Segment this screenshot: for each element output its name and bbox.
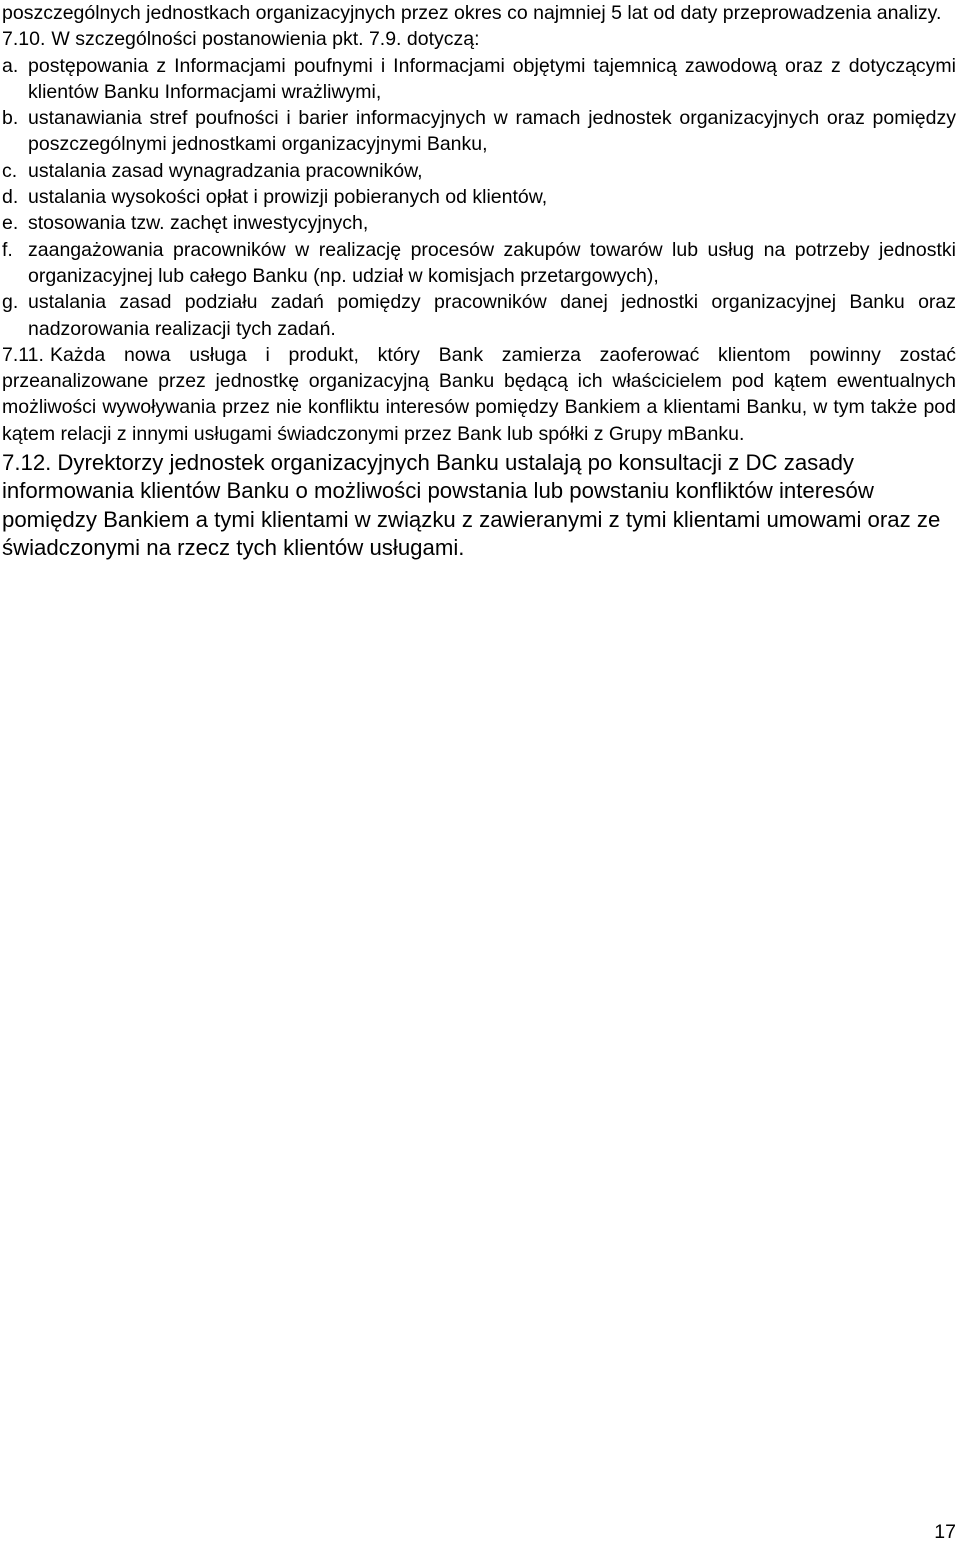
list-item-text: postępowania z Informacjami poufnymi i Informacjami objętymi tajemnicą zawodową oraz z dotyczącymi klientów Banku Informacjami wrażliwymi,: [28, 54, 956, 103]
section-7-11-number: 7.11.: [2, 343, 44, 366]
list-item: [0, 105, 956, 158]
section-7-11: [2, 342, 956, 447]
document-body: [2, 0, 956, 563]
list-item-text: ustanawiania stref poufności i barier informacyjnych w ramach jednostek organizacyjnych oraz pomiędzy poszczególnymi jednostkami organizacyjnymi Banku,: [28, 107, 956, 156]
list-item-text: zaangażowania pracowników w realizację procesów zakupów towarów lub usług na potrzeby jednostki organizacyjnej lub całego Banku (np. udział w komisjach przetargowych),: [28, 238, 956, 287]
page-number: 17: [934, 1521, 956, 1543]
list-item: [0, 184, 956, 210]
section-7-12-text: Dyrektorzy jednostek organizacyjnych Banku ustalają po konsultacji z DC zasady informowania klientów Banku o możliwości powstania lub powstaniu konfliktów interesów pomiędzy Bankiem a tymi klientami w związku z zawieranymi z tymi klientami umowami oraz ze świadczonymi na rzecz tych klientów usługami.: [2, 450, 941, 561]
intro-paragraph: [2, 0, 956, 26]
list-item-text: ustalania zasad podziału zadań pomiędzy pracowników danej jednostki organizacyjnej Banku oraz nadzorowania realizacji tych zadań.: [28, 291, 956, 340]
list-item-text: ustalania zasad wynagradzania pracowników,: [28, 159, 423, 182]
list-item-letter: b.: [2, 107, 19, 130]
section-7-11-text: Każda nowa usługa i produkt, który Bank zamierza zaoferować klientom powinny zostać przeanalizowane przez jednostkę organizacyjną Banku będącą ich właścicielem pod kątem ewentualnych możliwości wywoływania przez nie konfliktu interesów pomiędzy Bankiem a klientami Banku, w tym także pod kątem relacji z innymi usługami świadczonymi przez Bank lub spółki z Grupy mBanku.: [2, 343, 956, 445]
section-7-12: [2, 447, 956, 563]
list-item-text: ustalania wysokości opłat i prowizji pobieranych od klientów,: [28, 186, 548, 209]
list-item-letter: c.: [2, 159, 18, 182]
list-item: [0, 158, 956, 184]
intro-text: poszczególnych jednostkach organizacyjnych przez okres co najmniej 5 lat od daty przeprowadzenia analizy.: [2, 2, 942, 24]
list-item-letter: a.: [2, 54, 19, 77]
list-item: [0, 210, 956, 236]
section-7-10-number: 7.10.: [2, 28, 46, 51]
section-7-12-number: 7.12.: [2, 450, 52, 476]
list-item: [0, 237, 956, 290]
list-item: [0, 289, 956, 342]
section-7-10-text: W szczególności postanowienia pkt. 7.9. dotyczą:: [51, 28, 480, 51]
list-item-letter: d.: [2, 186, 19, 209]
provisions-list: [0, 53, 956, 342]
section-7-10: [2, 26, 956, 52]
list-item-letter: f.: [2, 238, 13, 261]
list-item: [0, 53, 956, 106]
list-item-text: stosowania tzw. zachęt inwestycyjnych,: [28, 212, 369, 235]
list-item-letter: e.: [2, 212, 19, 235]
list-item-letter: g.: [2, 291, 19, 314]
